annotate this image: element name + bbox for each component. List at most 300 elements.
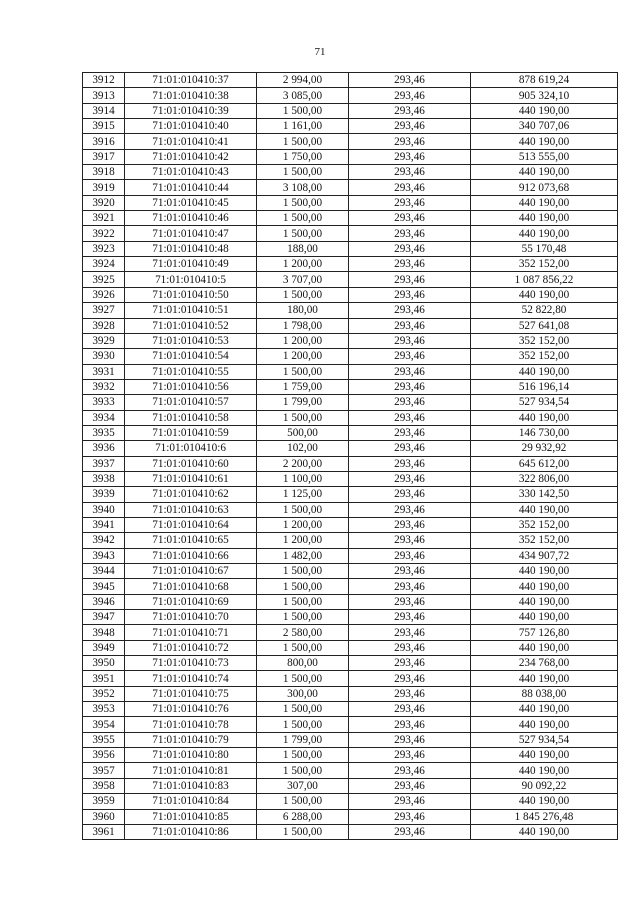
- cadastral-value-cell: 440 190,00: [471, 287, 618, 302]
- specific-value-cell: 293,46: [349, 748, 471, 763]
- row-number-cell: 3933: [83, 395, 125, 410]
- cadastral-value-cell: 440 190,00: [471, 211, 618, 226]
- table-row: [83, 548, 618, 563]
- row-number-cell: 3952: [83, 686, 125, 701]
- table-row: [83, 794, 618, 809]
- cadastral-number-cell: 71:01:010410:66: [125, 548, 257, 563]
- cadastral-number-cell: 71:01:010410:39: [125, 103, 257, 118]
- cadastral-number-cell: 71:01:010410:69: [125, 594, 257, 609]
- cadastral-value-cell: 440 190,00: [471, 502, 618, 517]
- table-row: [83, 564, 618, 579]
- specific-value-cell: 293,46: [349, 226, 471, 241]
- row-number-cell: 3937: [83, 456, 125, 471]
- cadastral-value-cell: 440 190,00: [471, 717, 618, 732]
- specific-value-cell: 293,46: [349, 778, 471, 793]
- row-number-cell: 3948: [83, 625, 125, 640]
- area-cell: 1 500,00: [257, 226, 349, 241]
- row-number-cell: 3947: [83, 610, 125, 625]
- cadastral-number-cell: 71:01:010410:53: [125, 333, 257, 348]
- specific-value-cell: 293,46: [349, 349, 471, 364]
- specific-value-cell: 293,46: [349, 717, 471, 732]
- table-row: [83, 824, 618, 839]
- table-row: [83, 778, 618, 793]
- specific-value-cell: 293,46: [349, 702, 471, 717]
- row-number-cell: 3915: [83, 119, 125, 134]
- table-row: [83, 364, 618, 379]
- table-row: [83, 517, 618, 532]
- table-row: [83, 303, 618, 318]
- cadastral-value-cell: 330 142,50: [471, 487, 618, 502]
- cadastral-number-cell: 71:01:010410:43: [125, 165, 257, 180]
- area-cell: 1 500,00: [257, 134, 349, 149]
- area-cell: 300,00: [257, 686, 349, 701]
- table-row: [83, 257, 618, 272]
- area-cell: 1 482,00: [257, 548, 349, 563]
- specific-value-cell: 293,46: [349, 195, 471, 210]
- cadastral-number-cell: 71:01:010410:57: [125, 395, 257, 410]
- cadastral-value-cell: 440 190,00: [471, 748, 618, 763]
- cadastral-value-cell: 352 152,00: [471, 533, 618, 548]
- area-cell: 2 994,00: [257, 73, 349, 88]
- area-cell: 3 108,00: [257, 180, 349, 195]
- row-number-cell: 3912: [83, 73, 125, 88]
- row-number-cell: 3932: [83, 379, 125, 394]
- table-row: [83, 119, 618, 134]
- cadastral-value-cell: 440 190,00: [471, 165, 618, 180]
- table-row: [83, 195, 618, 210]
- specific-value-cell: 293,46: [349, 610, 471, 625]
- specific-value-cell: 293,46: [349, 257, 471, 272]
- cadastral-number-cell: 71:01:010410:74: [125, 671, 257, 686]
- specific-value-cell: 293,46: [349, 103, 471, 118]
- table-row: [83, 502, 618, 517]
- table-row: [83, 763, 618, 778]
- row-number-cell: 3946: [83, 594, 125, 609]
- specific-value-cell: 293,46: [349, 640, 471, 655]
- cadastral-number-cell: 71:01:010410:37: [125, 73, 257, 88]
- area-cell: 2 200,00: [257, 456, 349, 471]
- specific-value-cell: 293,46: [349, 471, 471, 486]
- cadastral-number-cell: 71:01:010410:59: [125, 425, 257, 440]
- cadastral-number-cell: 71:01:010410:78: [125, 717, 257, 732]
- cadastral-value-cell: 912 073,68: [471, 180, 618, 195]
- row-number-cell: 3934: [83, 410, 125, 425]
- area-cell: 1 500,00: [257, 364, 349, 379]
- row-number-cell: 3955: [83, 732, 125, 747]
- area-cell: 1 500,00: [257, 794, 349, 809]
- row-number-cell: 3935: [83, 425, 125, 440]
- cadastral-value-cell: 527 934,54: [471, 732, 618, 747]
- cadastral-number-cell: 71:01:010410:67: [125, 564, 257, 579]
- table-row: [83, 702, 618, 717]
- row-number-cell: 3931: [83, 364, 125, 379]
- table-row: [83, 226, 618, 241]
- page-number: 71: [314, 46, 326, 58]
- specific-value-cell: 293,46: [349, 441, 471, 456]
- table-row: [83, 441, 618, 456]
- cadastral-value-cell: 440 190,00: [471, 702, 618, 717]
- cadastral-number-cell: 71:01:010410:50: [125, 287, 257, 302]
- specific-value-cell: 293,46: [349, 410, 471, 425]
- table-row: [83, 318, 618, 333]
- area-cell: 1 500,00: [257, 211, 349, 226]
- specific-value-cell: 293,46: [349, 333, 471, 348]
- specific-value-cell: 293,46: [349, 303, 471, 318]
- area-cell: 1 200,00: [257, 257, 349, 272]
- row-number-cell: 3945: [83, 579, 125, 594]
- cadastral-value-cell: 440 190,00: [471, 134, 618, 149]
- table-row: [83, 686, 618, 701]
- cadastral-value-cell: 90 092,22: [471, 778, 618, 793]
- specific-value-cell: 293,46: [349, 241, 471, 256]
- cadastral-number-cell: 71:01:010410:85: [125, 809, 257, 824]
- row-number-cell: 3930: [83, 349, 125, 364]
- area-cell: 1 500,00: [257, 640, 349, 655]
- cadastral-number-cell: 71:01:010410:46: [125, 211, 257, 226]
- area-cell: 188,00: [257, 241, 349, 256]
- area-cell: 3 707,00: [257, 272, 349, 287]
- cadastral-value-cell: 88 038,00: [471, 686, 618, 701]
- cadastral-value-cell: 352 152,00: [471, 333, 618, 348]
- cadastral-value-cell: 440 190,00: [471, 410, 618, 425]
- specific-value-cell: 293,46: [349, 809, 471, 824]
- cadastral-value-cell: 440 190,00: [471, 640, 618, 655]
- cadastral-value-cell: 434 907,72: [471, 548, 618, 563]
- cadastral-value-cell: 905 324,10: [471, 88, 618, 103]
- cadastral-number-cell: 71:01:010410:83: [125, 778, 257, 793]
- specific-value-cell: 293,46: [349, 379, 471, 394]
- table-row: [83, 165, 618, 180]
- cadastral-number-cell: 71:01:010410:52: [125, 318, 257, 333]
- specific-value-cell: 293,46: [349, 287, 471, 302]
- cadastral-number-cell: 71:01:010410:79: [125, 732, 257, 747]
- area-cell: 1 500,00: [257, 671, 349, 686]
- cadastral-value-cell: 440 190,00: [471, 763, 618, 778]
- cadastral-number-cell: 71:01:010410:5: [125, 272, 257, 287]
- specific-value-cell: 293,46: [349, 134, 471, 149]
- cadastral-number-cell: 71:01:010410:42: [125, 149, 257, 164]
- cadastral-number-cell: 71:01:010410:55: [125, 364, 257, 379]
- area-cell: 1 500,00: [257, 579, 349, 594]
- cadastral-value-cell: 440 190,00: [471, 226, 618, 241]
- row-number-cell: 3951: [83, 671, 125, 686]
- area-cell: 1 500,00: [257, 502, 349, 517]
- table-row: [83, 625, 618, 640]
- table-row: [83, 149, 618, 164]
- area-cell: 1 500,00: [257, 195, 349, 210]
- area-cell: 307,00: [257, 778, 349, 793]
- row-number-cell: 3954: [83, 717, 125, 732]
- cadastral-value-cell: 440 190,00: [471, 824, 618, 839]
- row-number-cell: 3953: [83, 702, 125, 717]
- area-cell: 102,00: [257, 441, 349, 456]
- cadastral-number-cell: 71:01:010410:58: [125, 410, 257, 425]
- cadastral-value-cell: 440 190,00: [471, 364, 618, 379]
- cadastral-number-cell: 71:01:010410:49: [125, 257, 257, 272]
- row-number-cell: 3938: [83, 471, 125, 486]
- specific-value-cell: 293,46: [349, 456, 471, 471]
- row-number-cell: 3921: [83, 211, 125, 226]
- cadastral-number-cell: 71:01:010410:62: [125, 487, 257, 502]
- cadastral-number-cell: 71:01:010410:68: [125, 579, 257, 594]
- specific-value-cell: 293,46: [349, 625, 471, 640]
- area-cell: 2 580,00: [257, 625, 349, 640]
- specific-value-cell: 293,46: [349, 594, 471, 609]
- row-number-cell: 3940: [83, 502, 125, 517]
- cadastral-value-cell: 52 822,80: [471, 303, 618, 318]
- cadastral-value-cell: 340 707,06: [471, 119, 618, 134]
- cadastral-value-cell: 516 196,14: [471, 379, 618, 394]
- row-number-cell: 3957: [83, 763, 125, 778]
- area-cell: 1 759,00: [257, 379, 349, 394]
- row-number-cell: 3956: [83, 748, 125, 763]
- area-cell: 1 500,00: [257, 103, 349, 118]
- cadastral-number-cell: 71:01:010410:51: [125, 303, 257, 318]
- cadastral-number-cell: 71:01:010410:44: [125, 180, 257, 195]
- cadastral-value-cell: 29 932,92: [471, 441, 618, 456]
- table-row: [83, 272, 618, 287]
- table-row: [83, 333, 618, 348]
- specific-value-cell: 293,46: [349, 149, 471, 164]
- table-row: [83, 640, 618, 655]
- row-number-cell: 3917: [83, 149, 125, 164]
- specific-value-cell: 293,46: [349, 180, 471, 195]
- cadastral-value-cell: 513 555,00: [471, 149, 618, 164]
- area-cell: 800,00: [257, 656, 349, 671]
- table-row: [83, 180, 618, 195]
- cadastral-number-cell: 71:01:010410:48: [125, 241, 257, 256]
- cadastral-number-cell: 71:01:010410:63: [125, 502, 257, 517]
- cadastral-number-cell: 71:01:010410:38: [125, 88, 257, 103]
- cadastral-value-cell: 234 768,00: [471, 656, 618, 671]
- row-number-cell: 3941: [83, 517, 125, 532]
- area-cell: 1 500,00: [257, 763, 349, 778]
- row-number-cell: 3918: [83, 165, 125, 180]
- cadastral-number-cell: 71:01:010410:47: [125, 226, 257, 241]
- cadastral-number-cell: 71:01:010410:71: [125, 625, 257, 640]
- cadastral-number-cell: 71:01:010410:60: [125, 456, 257, 471]
- cadastral-value-cell: 322 806,00: [471, 471, 618, 486]
- table-row: [83, 533, 618, 548]
- table-row: [83, 656, 618, 671]
- row-number-cell: 3949: [83, 640, 125, 655]
- cadastral-number-cell: 71:01:010410:41: [125, 134, 257, 149]
- area-cell: 1 500,00: [257, 594, 349, 609]
- table-row: [83, 134, 618, 149]
- table-row: [83, 748, 618, 763]
- specific-value-cell: 293,46: [349, 272, 471, 287]
- area-cell: 1 798,00: [257, 318, 349, 333]
- table-row: [83, 610, 618, 625]
- row-number-cell: 3936: [83, 441, 125, 456]
- specific-value-cell: 293,46: [349, 119, 471, 134]
- cadastral-value-cell: 352 152,00: [471, 517, 618, 532]
- cadastral-value-cell: 440 190,00: [471, 579, 618, 594]
- cadastral-value-cell: 440 190,00: [471, 671, 618, 686]
- specific-value-cell: 293,46: [349, 564, 471, 579]
- cadastral-number-cell: 71:01:010410:81: [125, 763, 257, 778]
- table-row: [83, 241, 618, 256]
- table-row: [83, 579, 618, 594]
- area-cell: 1 799,00: [257, 732, 349, 747]
- area-cell: 1 500,00: [257, 564, 349, 579]
- table-row: [83, 717, 618, 732]
- specific-value-cell: 293,46: [349, 318, 471, 333]
- area-cell: 1 500,00: [257, 717, 349, 732]
- cadastral-number-cell: 71:01:010410:72: [125, 640, 257, 655]
- area-cell: 1 500,00: [257, 610, 349, 625]
- cadastral-value-cell: 352 152,00: [471, 257, 618, 272]
- cadastral-number-cell: 71:01:010410:6: [125, 441, 257, 456]
- table-row: [83, 410, 618, 425]
- table-body: [83, 73, 618, 840]
- row-number-cell: 3927: [83, 303, 125, 318]
- cadastral-value-cell: 440 190,00: [471, 103, 618, 118]
- cadastral-value-table: [82, 72, 618, 840]
- area-cell: 500,00: [257, 425, 349, 440]
- cadastral-value-cell: 55 170,48: [471, 241, 618, 256]
- area-cell: 1 799,00: [257, 395, 349, 410]
- cadastral-number-cell: 71:01:010410:86: [125, 824, 257, 839]
- specific-value-cell: 293,46: [349, 487, 471, 502]
- area-cell: 1 500,00: [257, 410, 349, 425]
- cadastral-number-cell: 71:01:010410:80: [125, 748, 257, 763]
- cadastral-value-cell: 878 619,24: [471, 73, 618, 88]
- cadastral-value-cell: 146 730,00: [471, 425, 618, 440]
- cadastral-value-cell: 440 190,00: [471, 195, 618, 210]
- table-row: [83, 88, 618, 103]
- row-number-cell: 3958: [83, 778, 125, 793]
- specific-value-cell: 293,46: [349, 686, 471, 701]
- cadastral-value-cell: 527 641,08: [471, 318, 618, 333]
- specific-value-cell: 293,46: [349, 73, 471, 88]
- specific-value-cell: 293,46: [349, 732, 471, 747]
- row-number-cell: 3925: [83, 272, 125, 287]
- specific-value-cell: 293,46: [349, 88, 471, 103]
- specific-value-cell: 293,46: [349, 395, 471, 410]
- area-cell: 180,00: [257, 303, 349, 318]
- table-row: [83, 287, 618, 302]
- area-cell: 1 750,00: [257, 149, 349, 164]
- row-number-cell: 3922: [83, 226, 125, 241]
- cadastral-value-cell: 440 190,00: [471, 564, 618, 579]
- cadastral-number-cell: 71:01:010410:40: [125, 119, 257, 134]
- specific-value-cell: 293,46: [349, 824, 471, 839]
- area-cell: 1 500,00: [257, 702, 349, 717]
- specific-value-cell: 293,46: [349, 517, 471, 532]
- row-number-cell: 3943: [83, 548, 125, 563]
- cadastral-number-cell: 71:01:010410:70: [125, 610, 257, 625]
- table-row: [83, 671, 618, 686]
- area-cell: 1 500,00: [257, 165, 349, 180]
- area-cell: 1 200,00: [257, 333, 349, 348]
- area-cell: 1 500,00: [257, 824, 349, 839]
- area-cell: 1 500,00: [257, 748, 349, 763]
- table-row: [83, 349, 618, 364]
- row-number-cell: 3926: [83, 287, 125, 302]
- row-number-cell: 3928: [83, 318, 125, 333]
- row-number-cell: 3959: [83, 794, 125, 809]
- cadastral-number-cell: 71:01:010410:76: [125, 702, 257, 717]
- table-row: [83, 732, 618, 747]
- cadastral-number-cell: 71:01:010410:61: [125, 471, 257, 486]
- table-row: [83, 471, 618, 486]
- area-cell: 1 500,00: [257, 287, 349, 302]
- table-row: [83, 809, 618, 824]
- cadastral-number-cell: 71:01:010410:45: [125, 195, 257, 210]
- row-number-cell: 3916: [83, 134, 125, 149]
- area-cell: 3 085,00: [257, 88, 349, 103]
- specific-value-cell: 293,46: [349, 763, 471, 778]
- cadastral-number-cell: 71:01:010410:54: [125, 349, 257, 364]
- cadastral-value-cell: 527 934,54: [471, 395, 618, 410]
- area-cell: 6 288,00: [257, 809, 349, 824]
- specific-value-cell: 293,46: [349, 533, 471, 548]
- row-number-cell: 3942: [83, 533, 125, 548]
- row-number-cell: 3944: [83, 564, 125, 579]
- cadastral-value-cell: 440 190,00: [471, 610, 618, 625]
- table-row: [83, 379, 618, 394]
- table-row: [83, 211, 618, 226]
- area-cell: 1 200,00: [257, 533, 349, 548]
- cadastral-number-cell: 71:01:010410:84: [125, 794, 257, 809]
- cadastral-value-cell: 440 190,00: [471, 794, 618, 809]
- row-number-cell: 3950: [83, 656, 125, 671]
- area-cell: 1 200,00: [257, 349, 349, 364]
- table-row: [83, 395, 618, 410]
- cadastral-number-cell: 71:01:010410:56: [125, 379, 257, 394]
- area-cell: 1 161,00: [257, 119, 349, 134]
- table-row: [83, 73, 618, 88]
- specific-value-cell: 293,46: [349, 579, 471, 594]
- specific-value-cell: 293,46: [349, 656, 471, 671]
- table-row: [83, 456, 618, 471]
- row-number-cell: 3939: [83, 487, 125, 502]
- table-row: [83, 103, 618, 118]
- row-number-cell: 3913: [83, 88, 125, 103]
- cadastral-number-cell: 71:01:010410:75: [125, 686, 257, 701]
- cadastral-value-cell: 1 845 276,48: [471, 809, 618, 824]
- cadastral-value-cell: 440 190,00: [471, 594, 618, 609]
- row-number-cell: 3929: [83, 333, 125, 348]
- row-number-cell: 3961: [83, 824, 125, 839]
- table-row: [83, 487, 618, 502]
- row-number-cell: 3920: [83, 195, 125, 210]
- cadastral-value-cell: 352 152,00: [471, 349, 618, 364]
- specific-value-cell: 293,46: [349, 671, 471, 686]
- specific-value-cell: 293,46: [349, 211, 471, 226]
- specific-value-cell: 293,46: [349, 548, 471, 563]
- specific-value-cell: 293,46: [349, 425, 471, 440]
- cadastral-value-cell: 1 087 856,22: [471, 272, 618, 287]
- area-cell: 1 100,00: [257, 471, 349, 486]
- cadastral-value-cell: 645 612,00: [471, 456, 618, 471]
- table-row: [83, 594, 618, 609]
- cadastral-number-cell: 71:01:010410:73: [125, 656, 257, 671]
- area-cell: 1 125,00: [257, 487, 349, 502]
- specific-value-cell: 293,46: [349, 794, 471, 809]
- cadastral-value-cell: 757 126,80: [471, 625, 618, 640]
- row-number-cell: 3924: [83, 257, 125, 272]
- cadastral-number-cell: 71:01:010410:65: [125, 533, 257, 548]
- row-number-cell: 3914: [83, 103, 125, 118]
- area-cell: 1 200,00: [257, 517, 349, 532]
- row-number-cell: 3923: [83, 241, 125, 256]
- row-number-cell: 3960: [83, 809, 125, 824]
- row-number-cell: 3919: [83, 180, 125, 195]
- cadastral-number-cell: 71:01:010410:64: [125, 517, 257, 532]
- specific-value-cell: 293,46: [349, 165, 471, 180]
